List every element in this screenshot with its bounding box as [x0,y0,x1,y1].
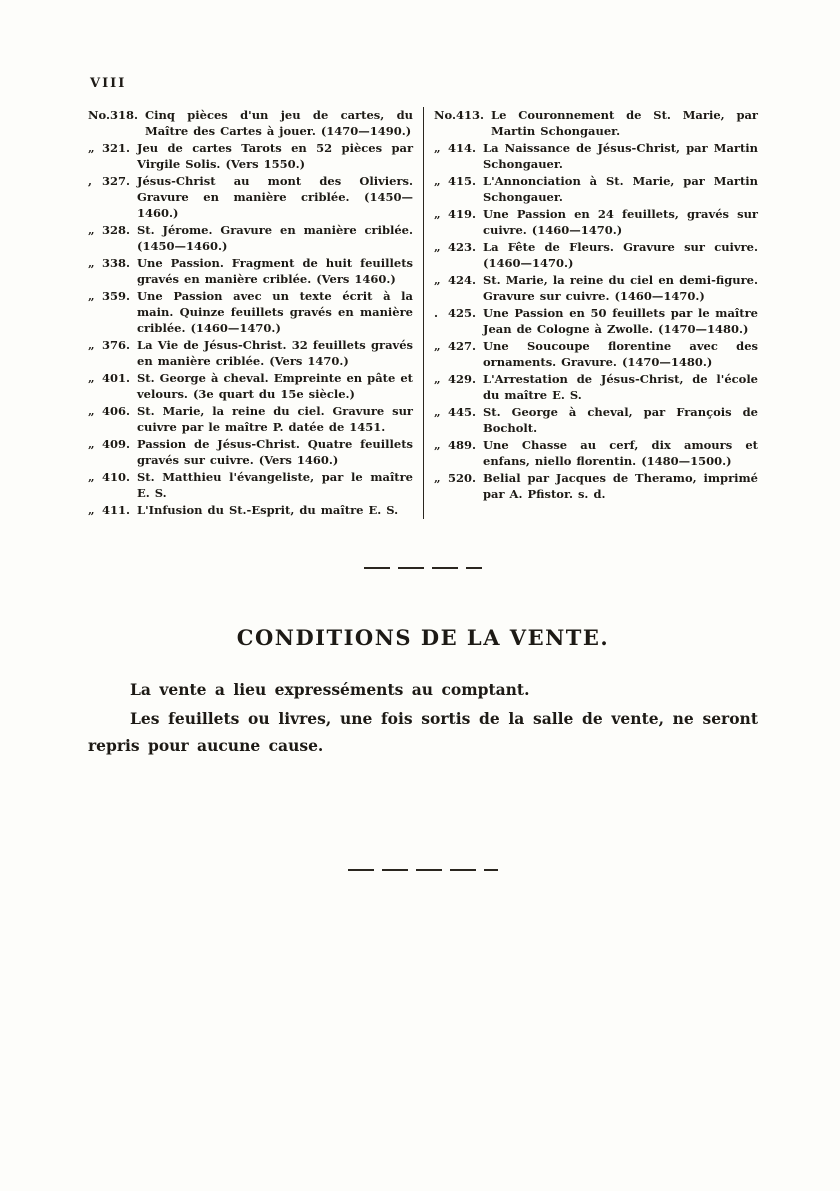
entry-number: 414. [447,141,476,155]
entry-label [88,255,130,287]
entry-label [434,470,476,502]
entry-text: Cinq pièces d'un jeu de cartes, du Maître des Cartes à jouer. (1470—1490.) [145,108,413,138]
entry-text: St. Matthieu l'évangeliste, par le maître E. S. [137,470,413,500]
entry-label [88,502,130,518]
catalog-right-column [423,107,758,519]
entry-number: 423. [447,240,476,254]
entry-text: L'Annonciation à St. Marie, par Martin Schongauer. [483,174,758,204]
entry-label [88,288,130,336]
catalog-entry [88,107,413,139]
catalog-entry [434,371,758,403]
entry-label [88,403,130,435]
entry-number: 445. [447,405,476,419]
entry-ditto-mark: „ [434,339,441,353]
entry-ditto-mark: „ [434,438,441,452]
entry-ditto-mark: „ [88,503,95,517]
entry-text: Le Couronnement de St. Marie, par Martin Schongauer. [491,108,758,138]
entry-text: Jeu de cartes Tarots en 52 pièces par Virgile Solis. (Vers 1550.) [137,141,413,171]
entry-ditto-mark: „ [434,207,441,221]
entry-text: Une Passion en 50 feuillets par le maître Jean de Cologne à Zwolle. (1470—1480.) [483,306,758,336]
entry-text: La Vie de Jésus-Christ. 32 feuillets gravés en manière criblée. (Vers 1470.) [137,338,413,368]
entry-text: L'Infusion du St.-Esprit, du maître E. S. [137,503,399,517]
catalog-entry [88,288,413,336]
section-divider [364,567,482,569]
entry-label [434,206,476,238]
catalog-entry [88,469,413,501]
entry-ditto-mark: „ [88,470,95,484]
catalog-entry [434,107,758,139]
catalog-entry [434,338,758,370]
entry-text: Une Passion. Fragment de huit feuillets gravés en manière criblée. (Vers 1460.) [137,256,413,286]
catalog-entry [88,140,413,172]
entry-text: Belial par Jacques de Theramo, imprimé par A. Pfistor. s. d. [483,471,758,501]
entry-number: 328. [101,223,130,237]
entry-ditto-mark: „ [88,289,95,303]
catalog-entry [434,305,758,337]
entry-text: La Fête de Fleurs. Gravure sur cuivre. (1460—1470.) [483,240,758,270]
catalog-entry [434,173,758,205]
entry-label [434,272,476,304]
entry-text: La Naissance de Jésus-Christ, par Martin Schongauer. [483,141,758,171]
entry-ditto-mark: „ [88,437,95,451]
entry-number: 489. [447,438,476,452]
entry-label [434,107,484,139]
conditions-paragraph-1: La vente a lieu expresséments au comptant. [130,680,530,699]
entry-number: 425. [447,306,476,320]
catalog-entry [434,404,758,436]
entry-label [434,338,476,370]
entry-ditto-mark: „ [434,372,441,386]
catalog-entry [88,403,413,435]
entry-number: 424. [447,273,476,287]
entry-ditto-mark: „ [434,273,441,287]
entry-label [434,437,476,469]
entry-number: 321. [101,141,130,155]
entry-label [88,173,130,221]
catalog-entry [88,370,413,402]
entry-label [434,239,476,271]
entry-ditto-mark: „ [434,240,441,254]
entry-number: 338. [101,256,130,270]
entry-text: L'Arrestation de Jésus-Christ, de l'école du maître E. S. [483,372,758,402]
entry-ditto-mark: „ [434,141,441,155]
conditions-title: CONDITIONS DE LA VENTE. [236,625,610,650]
catalog-entry [88,222,413,254]
entry-text: St. Marie, la reine du ciel en demi-figure. Gravure sur cuivre. (1460—1470.) [483,273,758,303]
entry-number: 413. [455,108,484,122]
catalog-entry [434,140,758,172]
entry-ditto-mark: „ [88,338,95,352]
entry-ditto-mark: , [88,174,93,188]
entry-number: 318. [109,108,138,122]
entry-number: 429. [447,372,476,386]
entry-label [88,140,130,172]
entry-ditto-mark: „ [88,223,95,237]
entry-text: Jésus-Christ au mont des Oliviers. Gravure en manière criblée. (1450—1460.) [137,174,413,220]
entry-number: 376. [101,338,130,352]
entry-text: St. Jérome. Gravure en manière criblée. (1450—1460.) [137,223,413,253]
entry-ditto-mark: „ [88,141,95,155]
catalog-left-column [88,107,423,519]
catalog-entry [88,255,413,287]
entry-ditto-mark: „ [434,174,441,188]
conditions-paragraph-2: Les feuillets ou livres, une fois sortis de la salle de vente, ne seront repris pour aucune cause. [88,709,758,755]
entry-number: 427. [447,339,476,353]
entry-text: St. George à cheval, par François de Bocholt. [483,405,758,435]
entry-number: 410. [101,470,130,484]
entry-label [88,436,130,468]
entry-label [434,404,476,436]
entry-number: 409. [101,437,130,451]
entry-number: 415. [447,174,476,188]
catalog-entry [434,272,758,304]
catalog-entry [434,239,758,271]
entry-label [434,305,476,337]
entry-text: Passion de Jésus-Christ. Quatre feuillets gravés sur cuivre. (Vers 1460.) [137,437,413,467]
catalog-entry [434,470,758,502]
catalog-entry [88,502,413,518]
entry-ditto-mark: No. [88,108,110,122]
entry-label [88,107,138,139]
entry-label [88,337,130,369]
catalog-listing [88,107,758,519]
entry-text: Une Passion avec un texte écrit à la main. Quinze feuillets gravés en manière criblée. (1460—1470.) [137,289,413,335]
catalog-entry [88,436,413,468]
catalog-entry [88,173,413,221]
page-number: VIII [90,76,127,91]
entry-label [434,371,476,403]
entry-label [88,222,130,254]
catalog-entry [434,437,758,469]
entry-text: Une Soucoupe florentine avec des ornaments. Gravure. (1470—1480.) [483,339,758,369]
entry-label [88,370,130,402]
entry-text: Une Chasse au cerf, dix amours et enfans, niello florentin. (1480—1500.) [483,438,758,468]
entry-number: 359. [101,289,130,303]
entry-text: Une Passion en 24 feuillets, gravés sur cuivre. (1460—1470.) [483,207,758,237]
catalog-entry [434,206,758,238]
entry-ditto-mark: „ [88,256,95,270]
entry-number: 520. [447,471,476,485]
entry-number: 401. [101,371,130,385]
section-divider [348,869,498,871]
entry-number: 327. [101,174,130,188]
entry-number: 419. [447,207,476,221]
entry-text: St. George à cheval. Empreinte en pâte et velours. (3e quart du 15e siècle.) [137,371,413,401]
entry-text: St. Marie, la reine du ciel. Gravure sur cuivre par le maître P. datée de 1451. [137,404,413,434]
entry-ditto-mark: No. [434,108,456,122]
entry-ditto-mark: „ [88,371,95,385]
entry-label [88,469,130,501]
entry-label [434,140,476,172]
entry-ditto-mark: „ [88,404,95,418]
entry-number: 406. [101,404,130,418]
entry-number: 411. [101,503,130,517]
entry-ditto-mark: „ [434,405,441,419]
catalog-entry [88,337,413,369]
entry-ditto-mark: . [434,306,439,320]
entry-label [434,173,476,205]
entry-ditto-mark: „ [434,471,441,485]
